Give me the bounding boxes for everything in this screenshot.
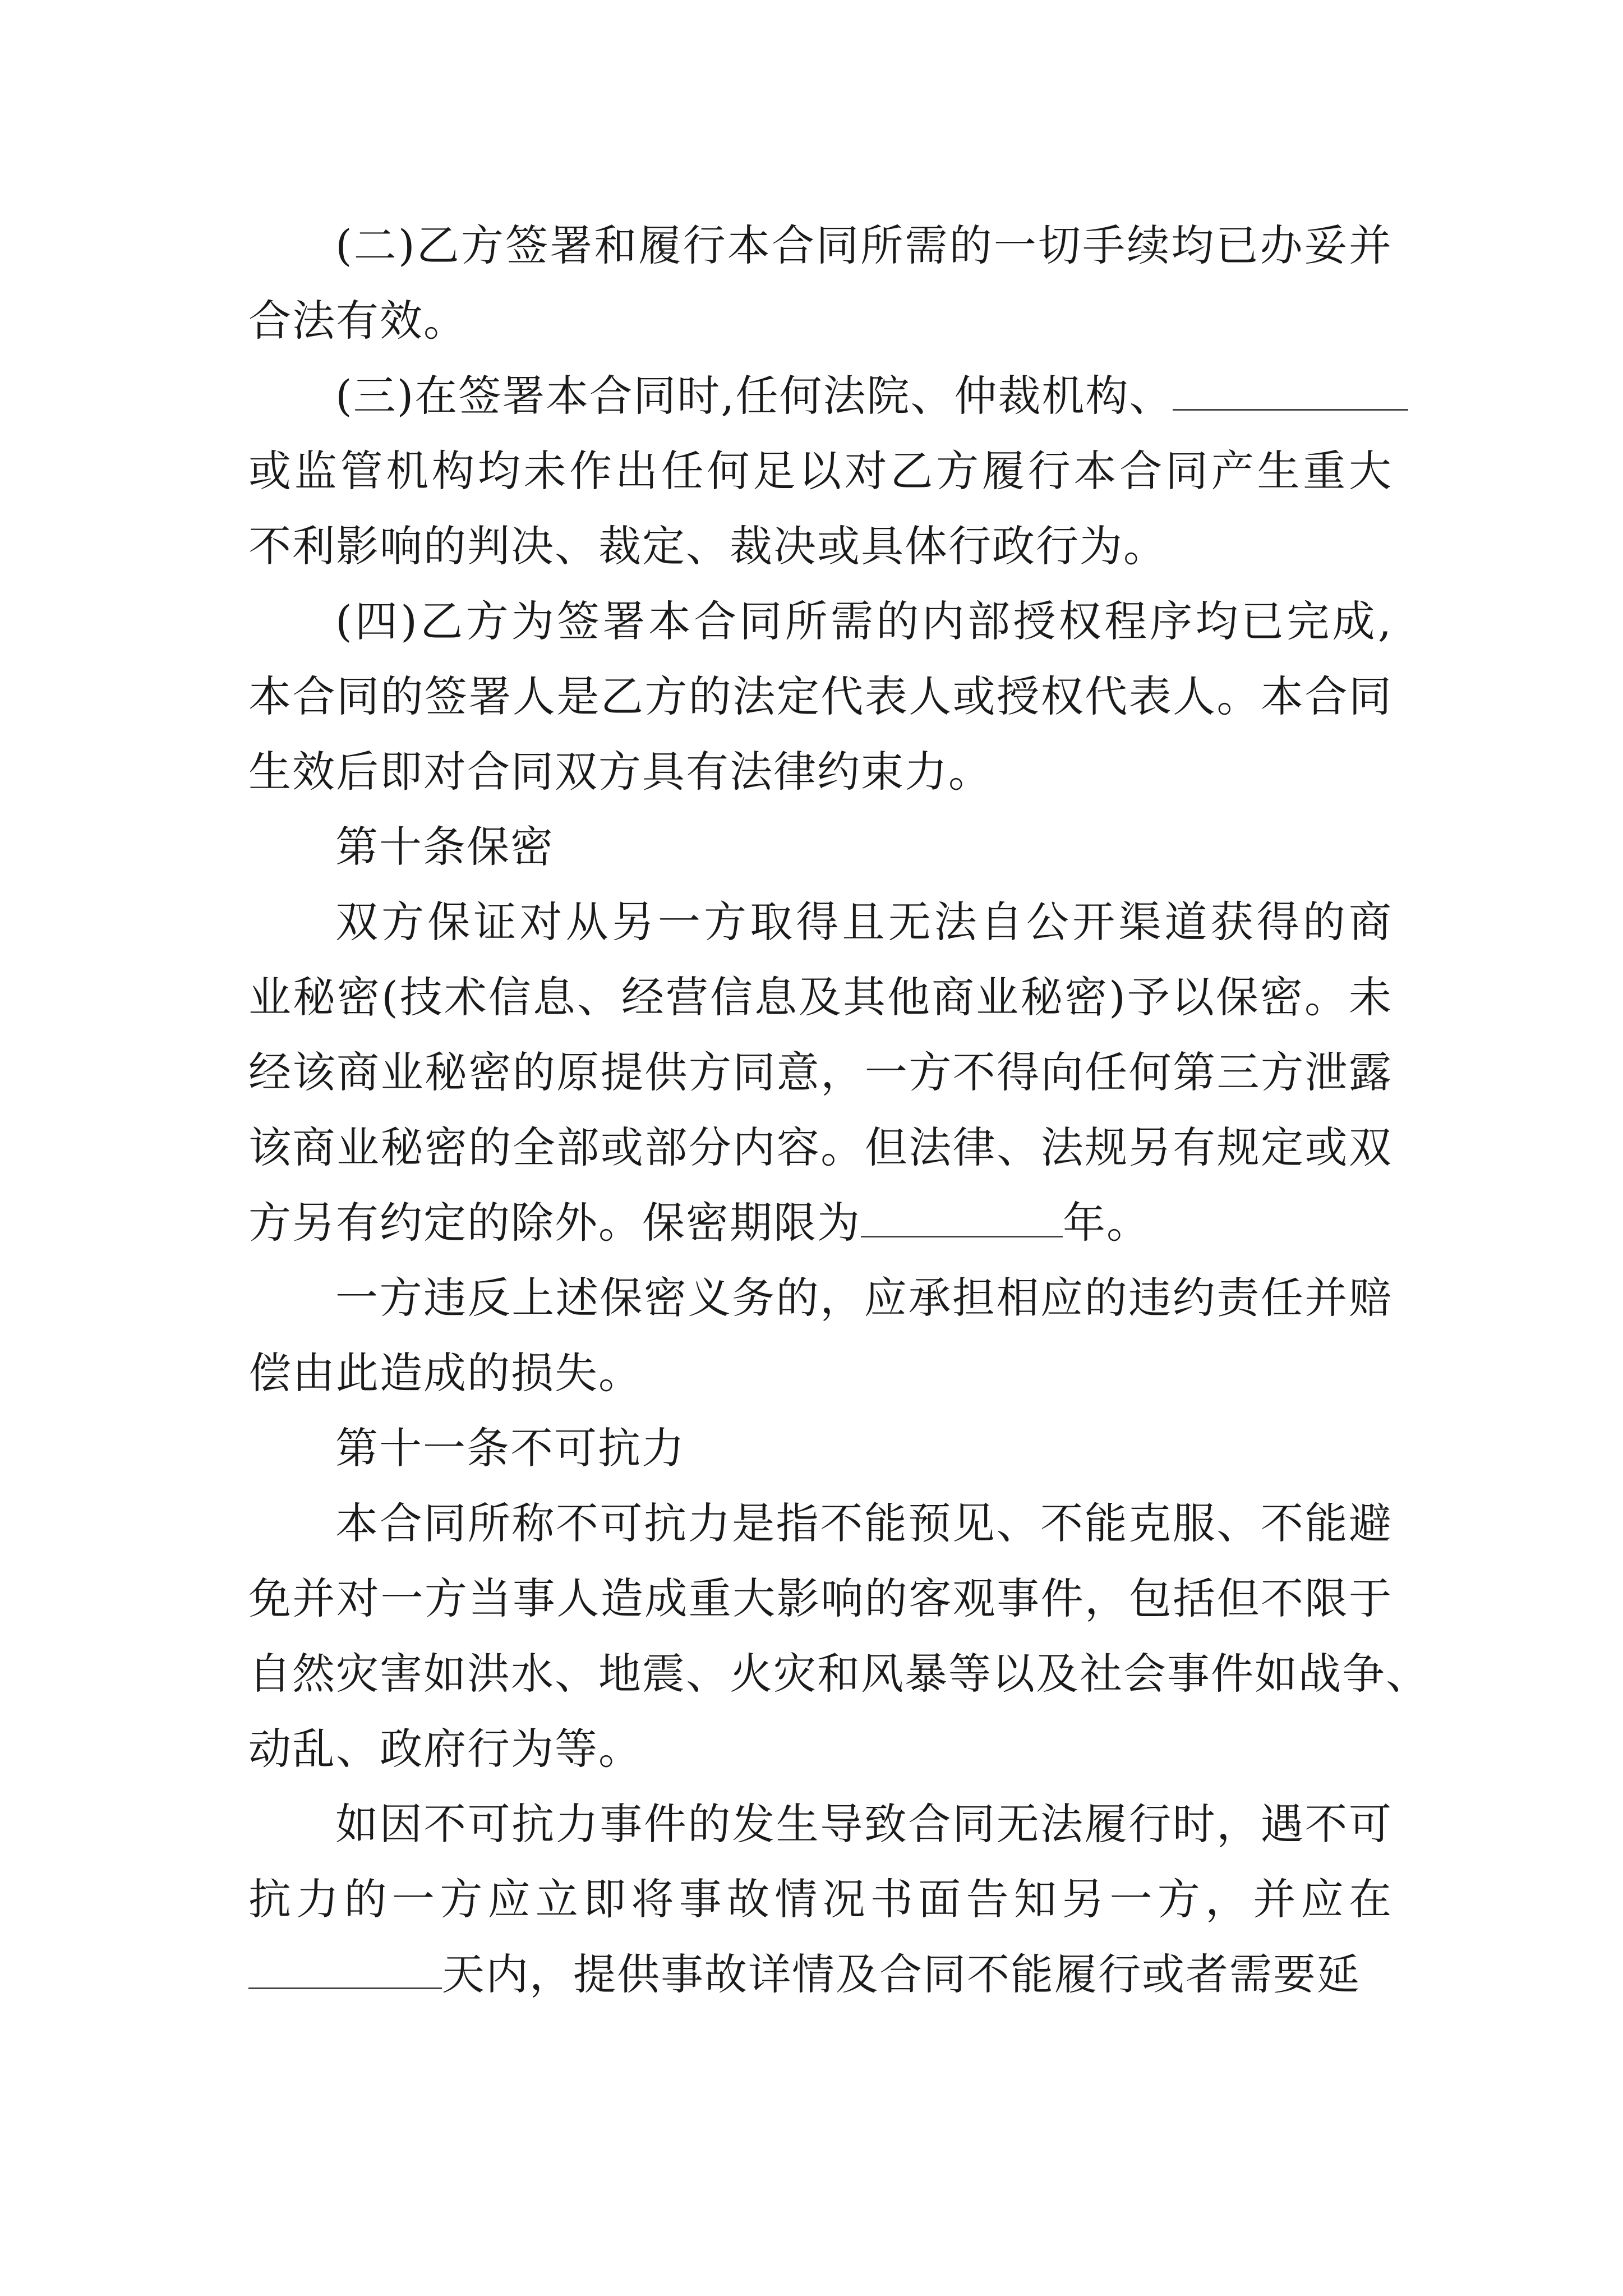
paragraph-line: (四)乙方为签署本合同所需的内部授权程序均已完成, bbox=[335, 596, 1393, 646]
fill-in-blank[interactable] bbox=[861, 1199, 1063, 1237]
paragraph-line: 偿由此造成的损失。 bbox=[248, 1348, 642, 1398]
paragraph-line: 合法有效。 bbox=[248, 296, 467, 346]
paragraph-line: 业秘密(技术信息、经营信息及其他商业秘密)予以保密。未 bbox=[248, 972, 1393, 1022]
paragraph-line: 或监管机构均未作出任何足以对乙方履行本合同产生重大 bbox=[248, 446, 1393, 496]
paragraph-line: 本合同的签署人是乙方的法定代表人或授权代表人。本合同 bbox=[248, 671, 1393, 721]
paragraph-line: 动乱、政府行为等。 bbox=[248, 1724, 642, 1774]
fill-in-blank[interactable] bbox=[248, 1950, 442, 1989]
section-heading: 第十一条不可抗力 bbox=[335, 1423, 685, 1473]
paragraph-line: 双方保证对从另一方取得且无法自公开渠道获得的商 bbox=[335, 897, 1393, 947]
paragraph-line: (三)在签署本合同时,任何法院、仲裁机构、 bbox=[335, 368, 1393, 424]
paragraph-line: 自然灾害如洪水、地震、火灾和风暴等以及社会事件如战争、 bbox=[248, 1649, 1430, 1699]
paragraph-line: 该商业秘密的全部或部分内容。但法律、法规另有规定或双 bbox=[248, 1122, 1393, 1172]
paragraph-line: 生效后即对合同双方具有法律约束力。 bbox=[248, 747, 992, 797]
paragraph-line: 经该商业秘密的原提供方同意，一方不得向任何第三方泄露 bbox=[248, 1047, 1393, 1097]
paragraph-line: 不利影响的判决、裁定、裁决或具体行政行为。 bbox=[248, 521, 1167, 571]
paragraph-line: (二)乙方签署和履行本合同所需的一切手续均已办妥并 bbox=[335, 220, 1393, 270]
paragraph-line: 天内，提供事故详情及合同不能履行或者需要延 bbox=[248, 1947, 1393, 2003]
paragraph-line: 本合同所称不可抗力是指不能预见、不能克服、不能避 bbox=[335, 1498, 1393, 1548]
fill-in-blank[interactable] bbox=[1173, 372, 1408, 411]
paragraph-line: 如因不可抗力事件的发生导致合同无法履行时，遇不可 bbox=[335, 1799, 1393, 1849]
section-heading: 第十条保密 bbox=[335, 822, 554, 872]
paragraph-line: 一方违反上述保密义务的，应承担相应的违约责任并赔 bbox=[335, 1273, 1393, 1323]
paragraph-line: 免并对一方当事人造成重大影响的客观事件，包括但不限于 bbox=[248, 1573, 1393, 1623]
paragraph-line: 方另有约定的除外。保密期限为 年。 bbox=[248, 1198, 1150, 1248]
paragraph-line: 抗力的一方应立即将事故情况书面告知另一方，并应在 bbox=[248, 1874, 1393, 1924]
